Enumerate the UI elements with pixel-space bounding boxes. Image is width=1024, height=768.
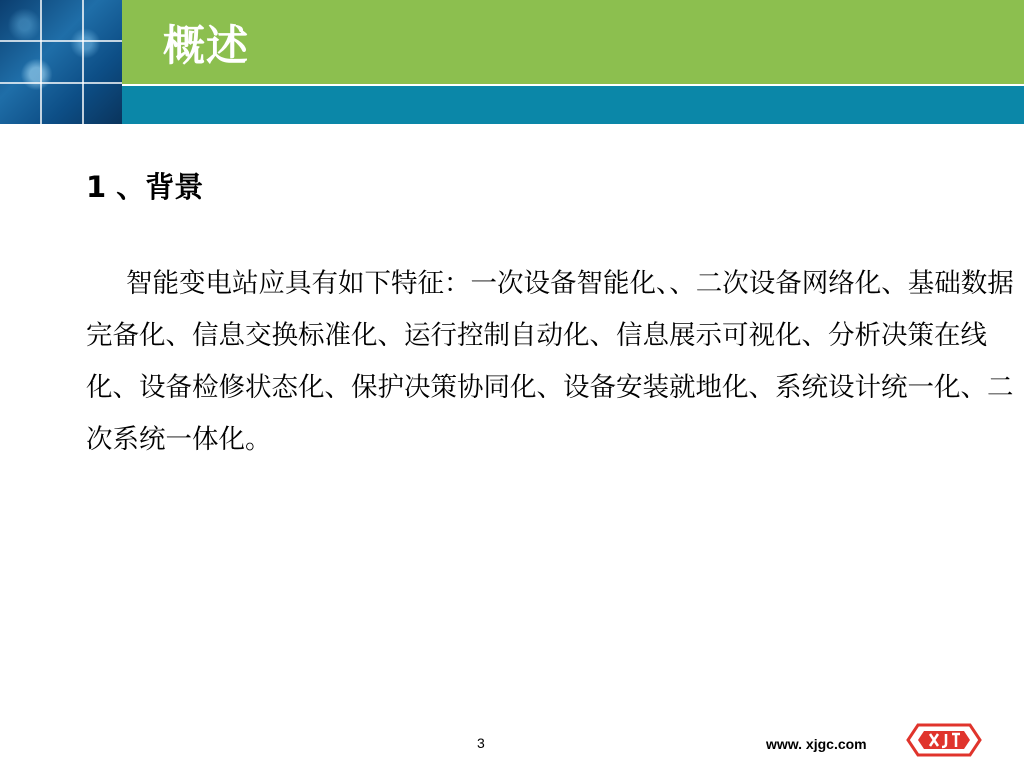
slide-title: 概述 xyxy=(163,21,250,70)
body-paragraph: 智能变电站应具有如下特征：一次设备智能化、、二次设备网络化、基础数据完备化、信息交换标准化、运行控制自动化、信息展示可视化、分析决策在线化、设备检修状态化、保护决策协同化、设备安装就地化、系统设计统一化、二次系统一体化。 xyxy=(86,268,1014,455)
section-heading: 1 、背景 xyxy=(86,170,204,204)
xj-logo-icon xyxy=(906,722,982,758)
page-number: 3 xyxy=(477,735,485,751)
header-decorative-image xyxy=(0,0,122,124)
header-teal-band xyxy=(122,86,1024,124)
header-green-band xyxy=(122,0,1024,86)
footer-url: www. xjgc.com xyxy=(766,736,867,752)
